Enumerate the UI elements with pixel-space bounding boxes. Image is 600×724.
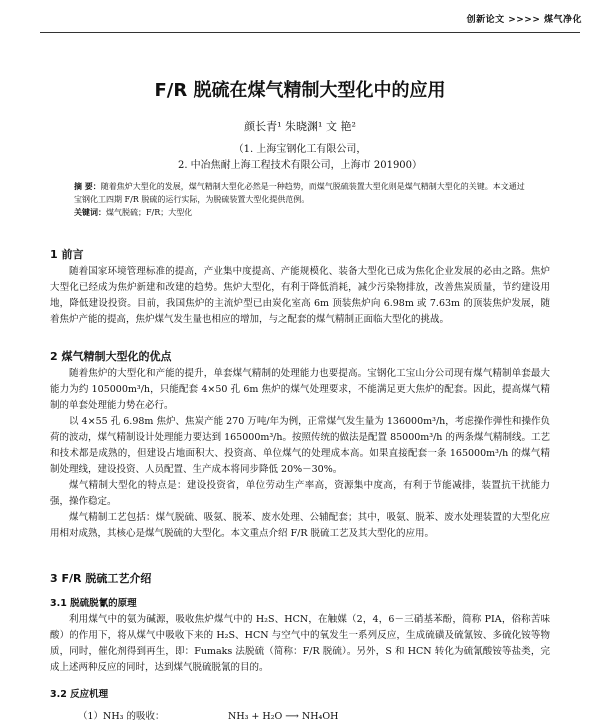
- header-rule: [40, 32, 580, 33]
- section-3-heading: 3 F/R 脱硫工艺介绍: [50, 572, 152, 585]
- running-header: 创新论文 >>>> 煤气净化: [466, 15, 582, 25]
- authors: 颜长青¹ 朱晓渊¹ 文 艳²: [244, 120, 356, 133]
- abstract: [74, 180, 526, 219]
- paper-title: F/R 脱硫在煤气精制大型化中的应用: [154, 80, 446, 101]
- section-2-paragraph-1: 随着焦炉的大型化和产能的提升，单套煤气精制的处理能力也要提高。宝钢化工宝山分公司现有煤气精制单套最大能力为约 105000m³/h，只能配套 4×50 孔 6m 焦炉的煤气处理要求，不能满足更大焦炉的配套。因此，提高煤气精制的单套处理能力势在必行。: [50, 368, 550, 411]
- keywords-label: 关键词：: [74, 208, 106, 217]
- section-1-paragraph: 随着国家环境管理标准的提高，产业集中度提高、产能规模化、装备大型化已成为焦化企业发展的必由之路。焦炉大型化已经成为焦炉新建和改建的趋势。焦炉大型化，有利于降低消耗，减少污染物排放，改善焦炭质量，节约建设用地，降低建设投资。目前，我国焦炉的主流炉型已由炭化室高 6m 顶装焦炉向 6.98m 或 7.63m 的顶装焦炉发展，随着焦炉产能的提高，焦炉煤气发生量也相应的增加，与之配套的煤气精制正面临大型化的挑战。: [50, 266, 550, 325]
- equation-formula: NH₃ + H₂O ⟶ NH₄OH: [228, 711, 339, 722]
- section-2-heading: 2 煤气精制大型化的优点: [50, 350, 172, 363]
- section-3-1-paragraph: 利用煤气中的氨为碱源，吸收焦炉煤气中的 H₂S、HCN，在触媒（2，4，6－三硝基苯酚，简称 PIA，俗称苦味酸）的作用下，将从煤气中吸收下来的 H₂S、HCN 与空气中的氧发生一系列反应，生成硫磺及硫氰铵、多硫化铵等物质，同时，催化剂得到再生，即：Fumaks 法脱硫（简称：F/R 脱硫）。另外，S 和 HCN 转化为硫氰酸铵等盐类，完成上述两种反应的同时，达到煤气脱硫脱氰的目的。: [50, 614, 550, 673]
- section-2-paragraph-4: 煤气精制工艺包括：煤气脱硫、吸氨、脱苯、废水处理、公辅配套；其中，吸氨、脱苯、废水处理装置的大型化应用相对成熟，其核心是煤气脱硫的大型化。本文重点介绍 F/R 脱硫工艺及其大型化的应用。: [50, 512, 550, 539]
- abstract-text: 随着焦炉大型化的发展，煤气精制大型化必然是一种趋势，而煤气脱硫装置大型化则是煤气精制大型化的关键。本文通过宝钢化工四期 F/R 脱硫的运行实际，为脱硫装置大型化提供范例。: [74, 182, 525, 204]
- equation-label: （1）NH₃ 的吸收：: [78, 711, 165, 722]
- section-3-2-heading: 3.2 反应机理: [50, 689, 109, 700]
- section-2-paragraph-3: 煤气精制大型化的特点是：建设投资省，单位劳动生产率高，资源集中度高，有利于节能减排，装置抗干扰能力强，操作稳定。: [50, 480, 550, 507]
- affiliation-1: （1. 上海宝钢化工有限公司，: [233, 144, 367, 155]
- keywords: 煤气脱硫；F/R；大型化: [106, 208, 193, 217]
- section-1-heading: 1 前言: [50, 248, 84, 261]
- abstract-label: 摘 要：: [74, 182, 101, 191]
- equation-nh3-absorption: [78, 708, 558, 722]
- affiliation-2: 2. 中冶焦耐上海工程技术有限公司，上海市 201900）: [177, 160, 423, 171]
- section-3-1-heading: 3.1 脱硫脱氰的原理: [50, 598, 137, 609]
- section-2-paragraph-2: 以 4×55 孔 6.98m 焦炉、焦炭产能 270 万吨/年为例，正常煤气发生量为 136000m³/h，考虑操作弹性和操作负荷的波动，煤气精制设计处理能力要达到 165000m³/h。按照传统的做法是配置 85000m³/h 的两条煤气精制线。工艺和技术都是成熟的，但建设占地面积大、投资高、单位煤气的处理成本高。如果直接配套一条 165000m³/h 的煤气精制处理线，建设投资、人员配置、生产成本将同步降低 20%－30%。: [50, 416, 550, 475]
